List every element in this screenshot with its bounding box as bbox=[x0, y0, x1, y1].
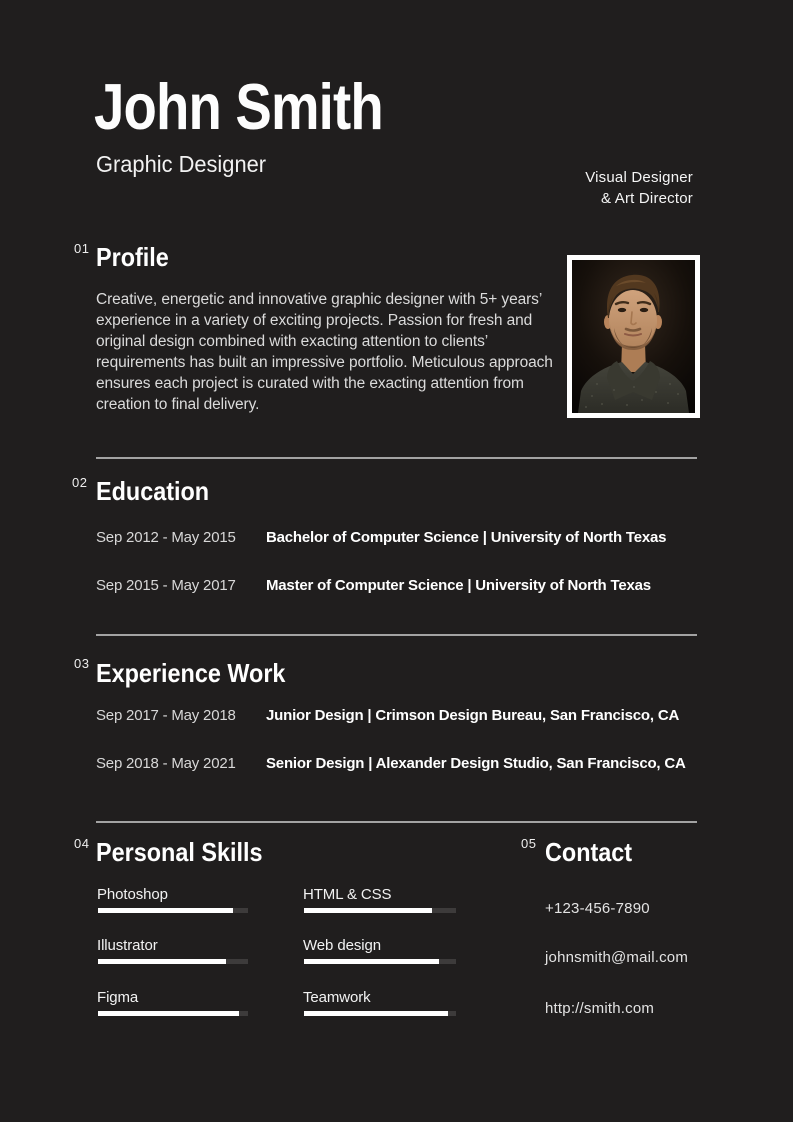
education-dates: Sep 2015 - May 2017 bbox=[96, 577, 236, 594]
skill-bar-track bbox=[304, 908, 456, 913]
section-number-contact: 05 bbox=[521, 836, 537, 851]
divider bbox=[96, 634, 697, 636]
skill-item bbox=[97, 989, 138, 1006]
experience-description: Senior Design | Alexander Design Studio, San Francisco, CA bbox=[266, 755, 686, 772]
skill-label: Photoshop bbox=[97, 886, 168, 903]
skill-bar-track bbox=[98, 908, 248, 913]
skill-bar-fill bbox=[304, 1011, 448, 1016]
experience-description: Junior Design | Crimson Design Bureau, San Francisco, CA bbox=[266, 707, 680, 724]
skill-bar-fill bbox=[98, 1011, 239, 1016]
education-description: Bachelor of Computer Science | University of North Texas bbox=[266, 529, 667, 546]
portrait-illustration bbox=[572, 260, 695, 413]
contact-website: http://smith.com bbox=[545, 1000, 655, 1017]
person-name: John Smith bbox=[94, 70, 383, 143]
skill-item bbox=[303, 937, 381, 954]
experience-entry bbox=[96, 755, 706, 773]
education-dates: Sep 2012 - May 2015 bbox=[96, 529, 236, 546]
section-number-experience: 03 bbox=[74, 656, 90, 671]
education-entry bbox=[96, 577, 706, 595]
tagline-line-1: Visual Designer bbox=[585, 169, 693, 186]
skill-item bbox=[303, 989, 371, 1006]
skill-bar-track bbox=[304, 959, 456, 964]
person-role: Graphic Designer bbox=[96, 151, 267, 177]
skill-bar-fill bbox=[304, 959, 439, 964]
skill-label: Web design bbox=[303, 937, 381, 954]
divider bbox=[96, 457, 697, 459]
profile-summary: Creative, energetic and innovative graphic designer with 5+ years’ experience in a variety of exciting projects. Passion for fresh and original design combined with exacting attention to clients’ requirements has built an impressive portfolio. Meticulous approach ensures each project is curated with the exacting attention from creation to final delivery. bbox=[96, 291, 553, 413]
skill-bar-fill bbox=[304, 908, 432, 913]
skill-bar-fill bbox=[98, 959, 226, 964]
skill-item bbox=[97, 937, 158, 954]
section-title-contact: Contact bbox=[545, 837, 633, 867]
skill-label: HTML & CSS bbox=[303, 886, 392, 903]
skill-label: Teamwork bbox=[303, 989, 371, 1006]
tagline-line-2: & Art Director bbox=[601, 190, 693, 207]
contact-email: johnsmith@mail.com bbox=[545, 949, 689, 966]
skill-label: Figma bbox=[97, 989, 139, 1006]
skill-item bbox=[303, 886, 391, 903]
experience-dates: Sep 2018 - May 2021 bbox=[96, 755, 236, 772]
section-number-profile: 01 bbox=[74, 241, 90, 256]
education-entry bbox=[96, 529, 706, 547]
education-description: Master of Computer Science | University of North Texas bbox=[266, 577, 651, 594]
skill-bar-track bbox=[304, 1011, 456, 1016]
divider bbox=[96, 821, 697, 823]
skill-bar-track bbox=[98, 1011, 248, 1016]
skill-bar-track bbox=[98, 959, 248, 964]
section-title-education: Education bbox=[96, 476, 210, 506]
section-number-skills: 04 bbox=[74, 836, 90, 851]
skill-label: Illustrator bbox=[97, 937, 158, 954]
skill-item bbox=[97, 886, 168, 903]
tagline bbox=[585, 167, 693, 209]
section-number-education: 02 bbox=[72, 475, 88, 490]
section-title-profile: Profile bbox=[96, 242, 169, 272]
section-title-skills: Personal Skills bbox=[96, 837, 263, 867]
contact-phone: +123-456-7890 bbox=[545, 900, 650, 917]
skill-bar-fill bbox=[98, 908, 233, 913]
section-title-experience: Experience Work bbox=[96, 658, 286, 688]
portrait-photo bbox=[567, 255, 700, 418]
experience-dates: Sep 2017 - May 2018 bbox=[96, 707, 236, 724]
experience-entry bbox=[96, 707, 706, 725]
